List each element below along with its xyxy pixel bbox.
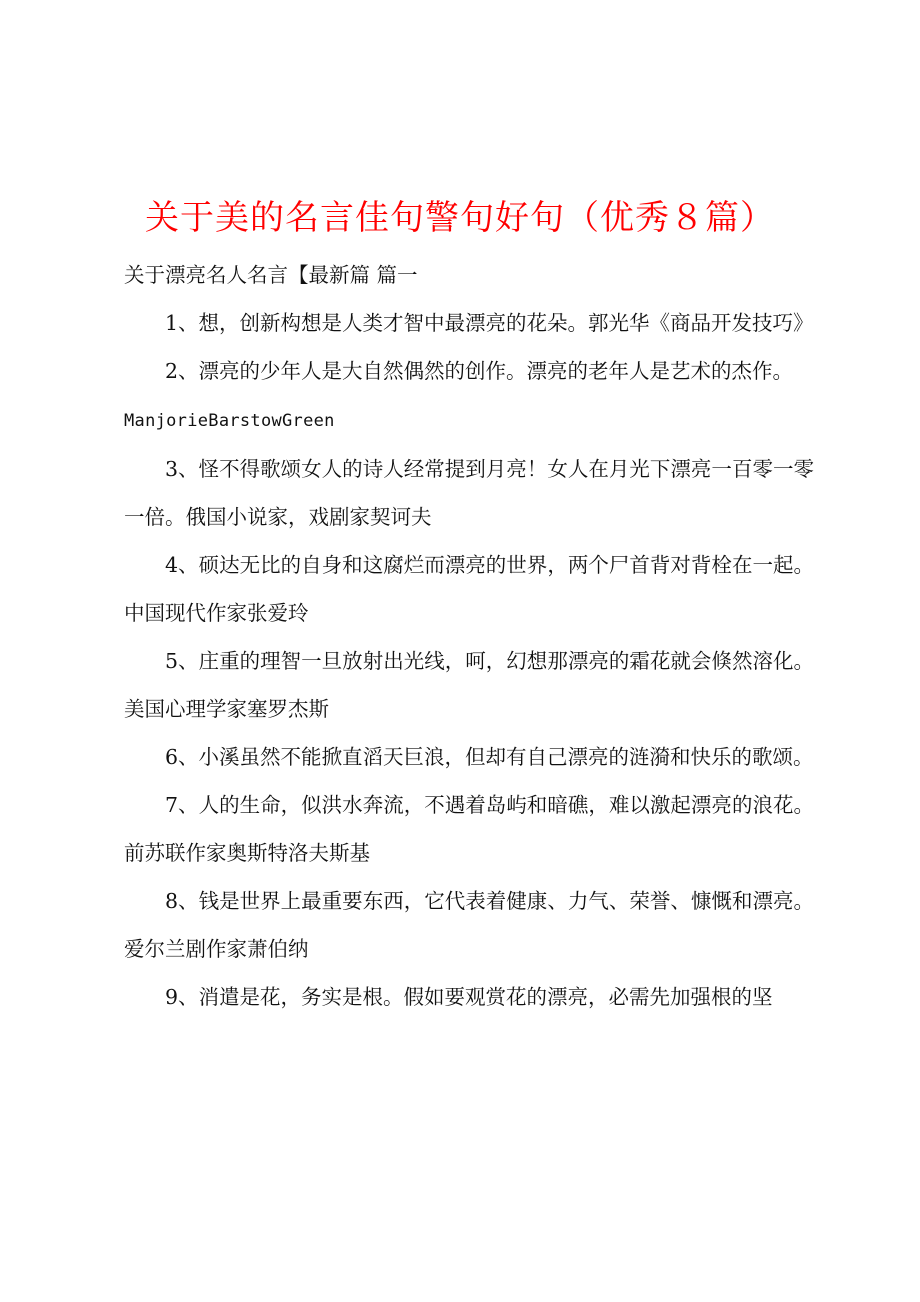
quote-paragraph-2	[124, 347, 814, 445]
section-subtitle: 关于漂亮名人名言【最新篇 篇一	[124, 263, 418, 287]
quote-paragraph-5: 5、庄重的理智一旦放射出光线，呵，幻想那漂亮的霜花就会倏然溶化。美国心理学家塞罗杰斯	[124, 649, 814, 721]
document-title: 关于美的名言佳句警句好句（优秀８篇）	[145, 198, 775, 238]
quote-paragraph-3: 3、怪不得歌颂女人的诗人经常提到月亮！女人在月光下漂亮一百零一零一倍。俄国小说家，戏剧家契诃夫	[124, 457, 814, 529]
quote-paragraph-6: 6、小溪虽然不能掀直滔天巨浪，但却有自己漂亮的涟漪和快乐的歌颂。	[165, 745, 814, 769]
quote-text-2: 2、漂亮的少年人是大自然偶然的创作。漂亮的老年人是艺术的杰作。	[165, 359, 794, 383]
quote-paragraph-8: 8、钱是世界上最重要东西，它代表着健康、力气、荣誉、慷慨和漂亮。爱尔兰剧作家萧伯纳	[124, 889, 814, 961]
quote-paragraph-1: 1、想，创新构想是人类才智中最漂亮的花朵。郭光华《商品开发技巧》	[165, 311, 814, 335]
quote-paragraph-4: 4、硕达无比的自身和这腐烂而漂亮的世界，两个尸首背对背栓在一起。中国现代作家张爱玲	[124, 553, 814, 625]
quote-attribution-2: ManjorieBarstowGreen	[124, 411, 335, 431]
quote-paragraph-9: 9、消遣是花，务实是根。假如要观赏花的漂亮，必需先加强根的坚	[165, 985, 773, 1009]
document-body	[124, 251, 814, 1021]
quote-paragraph-7: 7、人的生命，似洪水奔流，不遇着岛屿和暗礁，难以激起漂亮的浪花。前苏联作家奥斯特洛夫斯基	[124, 793, 814, 865]
